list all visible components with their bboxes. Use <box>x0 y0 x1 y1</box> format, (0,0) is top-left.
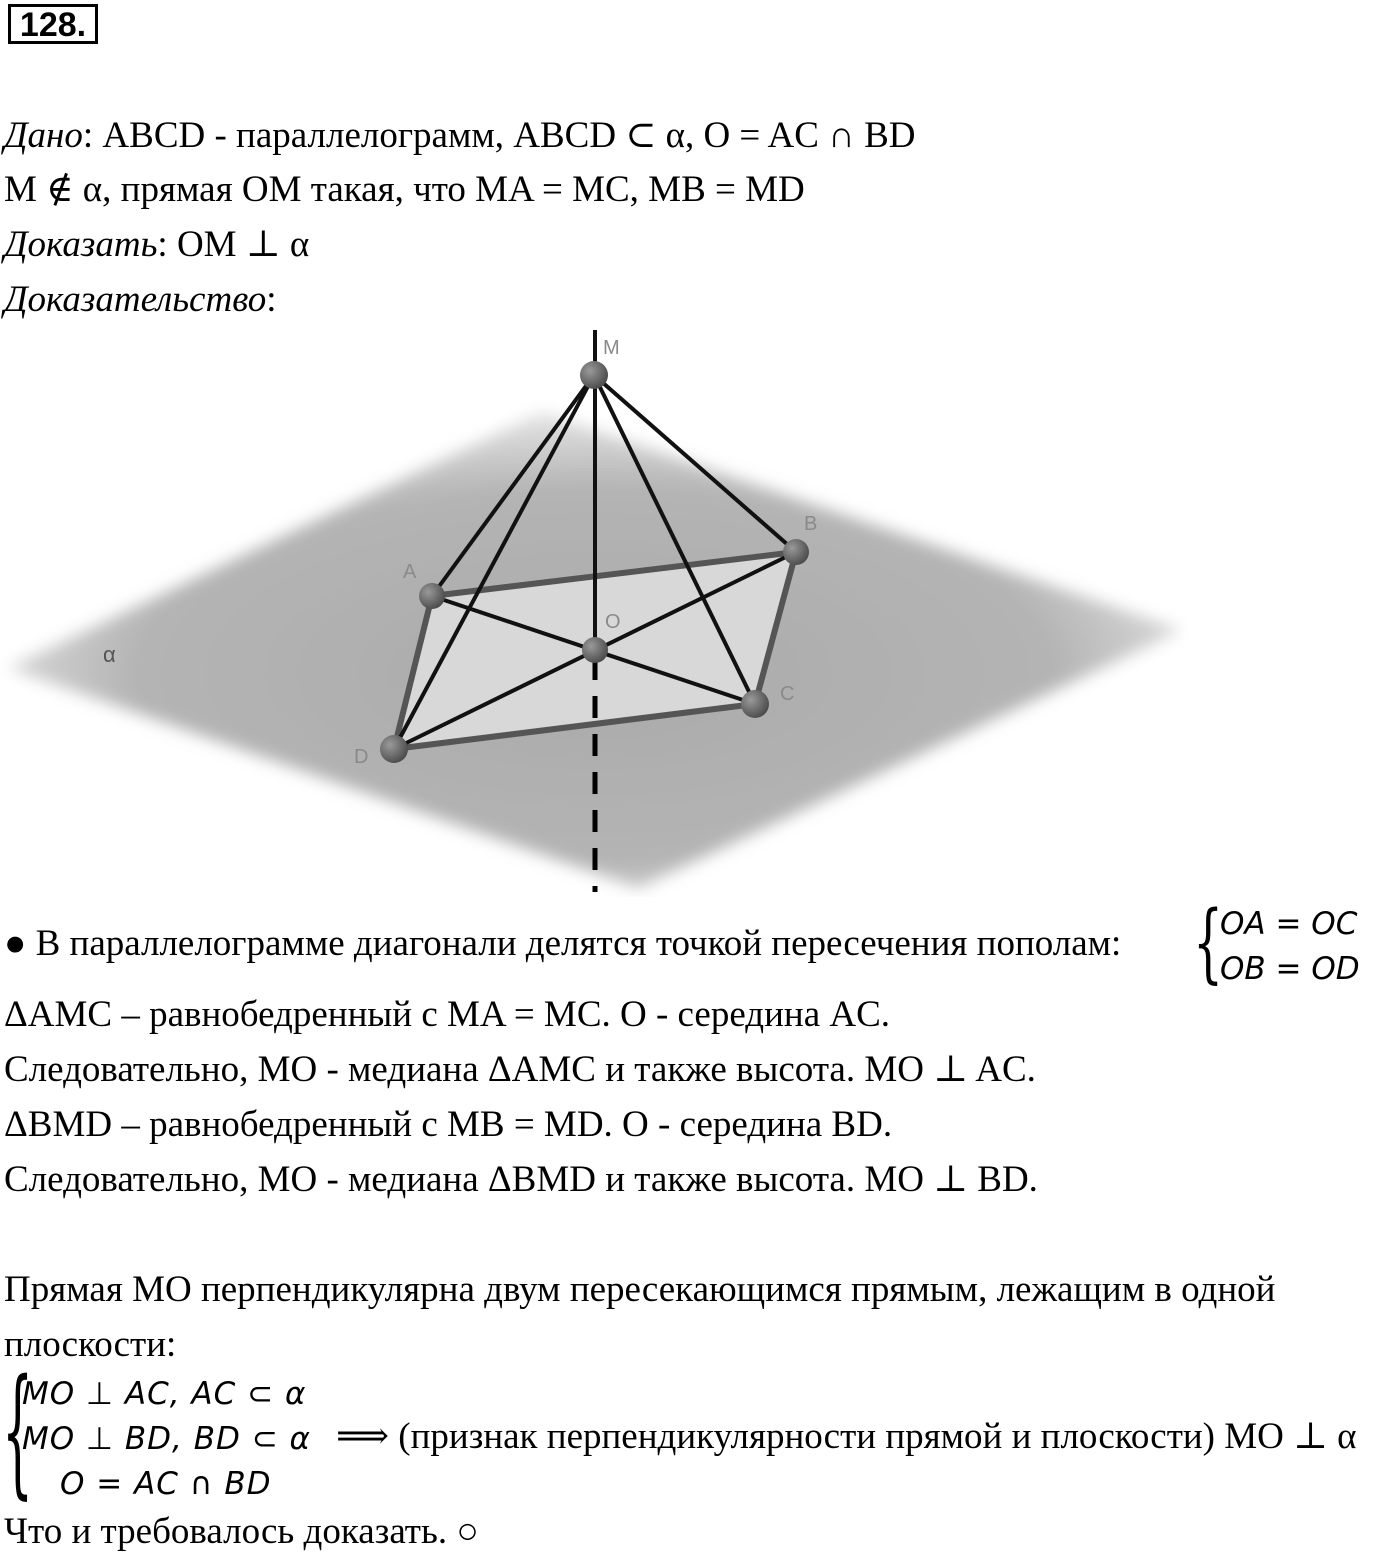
system-2-brace: { <box>2 1350 34 1513</box>
label-o: O <box>605 611 621 633</box>
proof-line-5a: Прямая MO перпендикулярна двум пересекающимся прямым, лежащим в одной <box>4 1269 1276 1310</box>
given-label: Дано <box>4 115 83 156</box>
given-line-1-text: : ABCD - параллелограмм, ABCD ⊂ α, O = AC ∩ BD <box>82 115 916 156</box>
point-b <box>783 539 809 565</box>
prove-text: : OM ⊥ α <box>157 224 310 265</box>
point-o <box>582 637 608 663</box>
system-2-row-1: MO ⊥ AC, AC ⊂ α <box>22 1376 307 1412</box>
geometry-figure <box>0 322 1200 897</box>
proof-line-2: Следовательно, MO - медиана ΔAMC и также высота. MO ⊥ AC. <box>4 1049 1036 1090</box>
system-1-row-1: OA = OC <box>1220 906 1358 942</box>
point-m <box>580 361 608 389</box>
label-d: D <box>354 746 369 768</box>
proof-line-3: ΔBMD – равнобедренный с MB = MD. O - середина BD. <box>4 1104 893 1145</box>
final-line: Что и требовалось доказать. ○ <box>4 1511 479 1552</box>
proof-line-4: Следовательно, MO - медиана ΔBMD и также высота. MO ⊥ BD. <box>4 1159 1038 1200</box>
problem-number: 128. <box>8 4 98 44</box>
conclusion-line: ⟹ (признак перпендикулярности прямой и плоскости) MO ⊥ α <box>336 1416 1357 1457</box>
prove-line <box>4 223 309 267</box>
proof-colon: : <box>266 279 277 320</box>
proof-line-5b: плоскости: <box>4 1324 177 1365</box>
given-line-2: M ∉ α, прямая OM такая, что MA = MC, MB = MD <box>4 169 805 210</box>
system-2-row-2: MO ⊥ BD, BD ⊂ α <box>22 1421 311 1457</box>
proof-line <box>4 278 277 322</box>
system-1-brace: { <box>1193 893 1224 993</box>
proof-line-1: ΔAMC – равнобедренный с MA = MC. O - середина AC. <box>4 994 891 1035</box>
given-line-1 <box>4 114 916 158</box>
label-c: C <box>780 683 795 705</box>
label-b: B <box>804 513 818 535</box>
system-1-row-2: OB = OD <box>1220 951 1360 987</box>
plane-alpha-label: α <box>103 642 116 667</box>
prove-label: Доказать <box>4 224 158 265</box>
system-2-row-3: O = AC ∩ BD <box>60 1466 272 1502</box>
proof-label: Доказательство <box>4 279 267 320</box>
bullet-line: ● В параллелограмме диагонали делятся точкой пересечения пополам: <box>4 923 1122 964</box>
label-a: A <box>403 561 417 583</box>
point-a <box>419 583 445 609</box>
point-d <box>380 735 408 763</box>
label-m: M <box>603 337 620 359</box>
point-c <box>741 690 769 718</box>
